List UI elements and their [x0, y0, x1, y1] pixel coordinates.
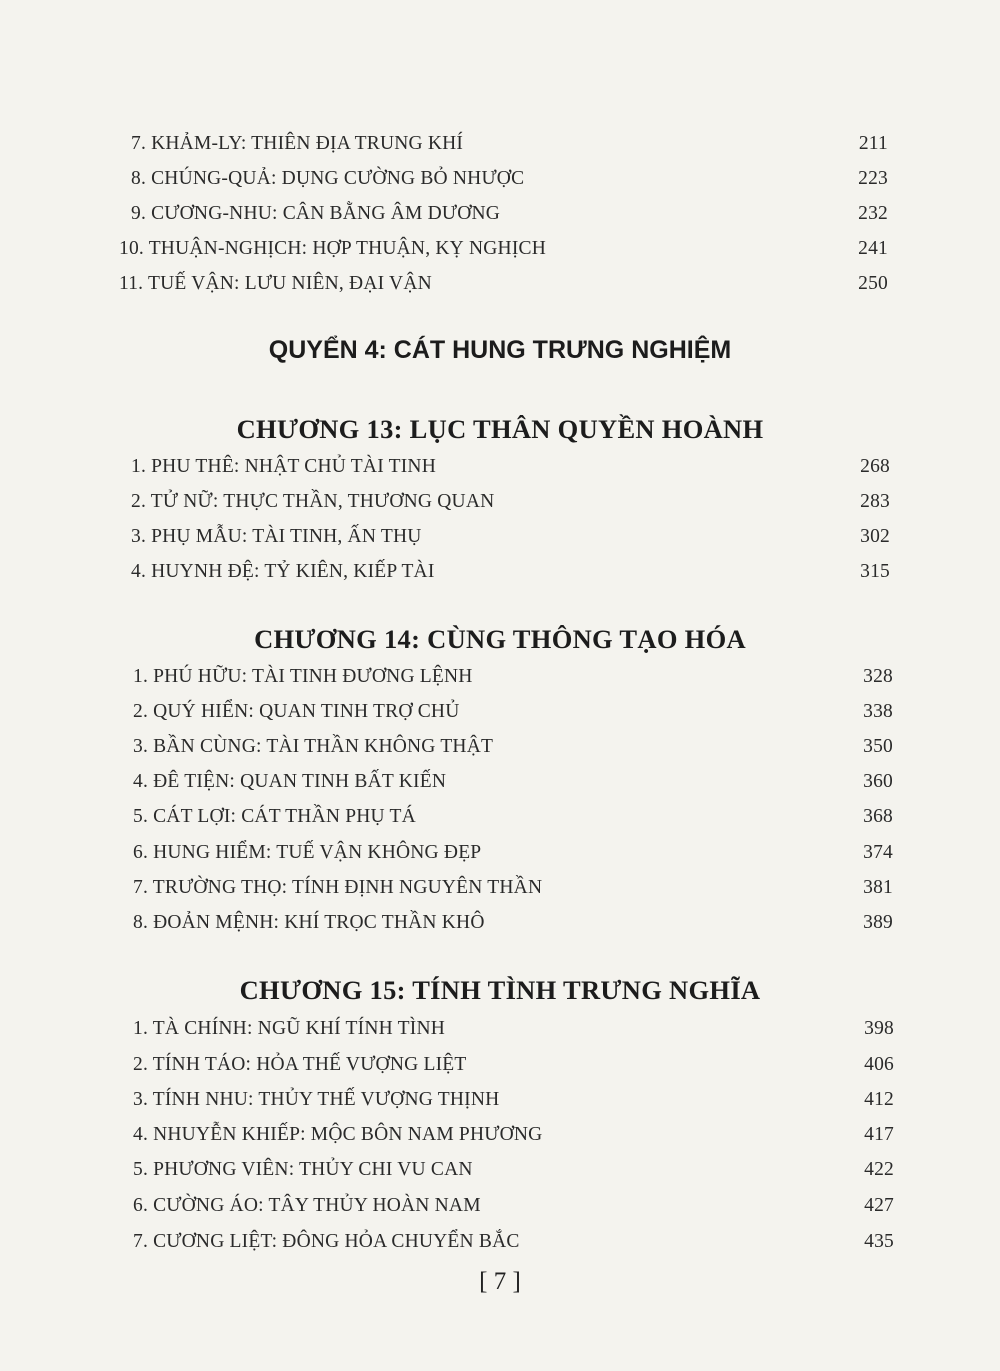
- volume-title: QUYỂN 4: CÁT HUNG TRƯNG NGHIỆM: [268, 336, 732, 364]
- chapter-14-title: CHƯƠNG 14: CÙNG THÔNG TẠO HÓA: [254, 624, 746, 654]
- entry-page: 368: [863, 806, 893, 827]
- toc-entry: [131, 452, 890, 482]
- entry-label: 5. PHƯƠNG VIÊN: THỦY CHI VU CAN: [133, 1159, 473, 1180]
- entry-label: 3. BẦN CÙNG: TÀI THẦN KHÔNG THẬT: [133, 736, 494, 757]
- entry-label: 7. CƯƠNG LIỆT: ĐÔNG HỎA CHUYỂN BẮC: [133, 1231, 520, 1252]
- entry-page: 315: [860, 561, 890, 582]
- entry-label: 9. CƯƠNG-NHU: CÂN BẰNG ÂM DƯƠNG: [131, 203, 501, 224]
- toc-entry: [133, 1120, 894, 1150]
- entry-label: 4. HUYNH ĐỆ: TỶ KIÊN, KIẾP TÀI: [131, 561, 435, 582]
- toc-entry: [133, 767, 893, 797]
- entry-label: 7. TRƯỜNG THỌ: TÍNH ĐỊNH NGUYÊN THẦN: [133, 877, 543, 898]
- toc-entry: [131, 199, 888, 229]
- toc-entry: [133, 732, 893, 762]
- entry-page: 302: [860, 526, 890, 547]
- toc-entry: [131, 487, 890, 517]
- toc-entry: [133, 662, 893, 692]
- toc-entry: [133, 1050, 894, 1080]
- toc-entry: [133, 1227, 894, 1257]
- entry-page: 338: [863, 701, 893, 722]
- entry-label: 7. KHẢM-LY: THIÊN ĐỊA TRUNG KHÍ: [131, 133, 464, 154]
- entry-label: 3. PHỤ MẪU: TÀI TINH, ẤN THỤ: [131, 526, 422, 547]
- entry-page: 328: [863, 666, 893, 687]
- entry-page: 360: [863, 771, 893, 792]
- entry-label: 4. ĐÊ TIỆN: QUAN TINH BẤT KIẾN: [133, 771, 447, 792]
- toc-entry: [131, 557, 890, 587]
- entry-label: 6. CƯỜNG ÁO: TÂY THỦY HOÀN NAM: [133, 1195, 481, 1216]
- entry-label: 1. TÀ CHÍNH: NGŨ KHÍ TÍNH TÌNH: [133, 1018, 446, 1039]
- toc-entry: [133, 802, 893, 832]
- toc-entry: [131, 522, 890, 552]
- entry-page: 412: [864, 1089, 894, 1110]
- entry-page: 417: [864, 1124, 894, 1145]
- entry-page: 250: [858, 273, 888, 294]
- entry-page: 232: [858, 203, 888, 224]
- entry-page: 435: [864, 1231, 894, 1252]
- entry-page: 283: [860, 491, 890, 512]
- entry-label: 1. PHU THÊ: NHẬT CHỦ TÀI TINH: [131, 456, 436, 477]
- chapter-13-title: CHƯƠNG 13: LỤC THÂN QUYỀN HOÀNH: [236, 414, 764, 444]
- entry-page: 268: [860, 456, 890, 477]
- toc-entry: [131, 164, 888, 194]
- page-number: [ 7 ]: [479, 1268, 521, 1295]
- toc-entry: [133, 1191, 894, 1221]
- toc-entry: [131, 129, 888, 159]
- toc-entry: [133, 908, 893, 938]
- chapter-15-title: CHƯƠNG 15: TÍNH TÌNH TRƯNG NGHĨA: [239, 975, 761, 1005]
- entry-page: 406: [864, 1054, 894, 1075]
- entry-label: 3. TÍNH NHU: THỦY THẾ VƯỢNG THỊNH: [133, 1089, 500, 1110]
- toc-entry: [133, 838, 893, 868]
- entry-page: 422: [864, 1159, 894, 1180]
- entry-label: 2. TỬ NỮ: THỰC THẦN, THƯƠNG QUAN: [131, 491, 495, 512]
- entry-label: 4. NHUYỄN KHIẾP: MỘC BÔN NAM PHƯƠNG: [133, 1124, 543, 1145]
- entry-label: 6. HUNG HIỂM: TUẾ VẬN KHÔNG ĐẸP: [133, 842, 482, 863]
- toc-entry: [119, 234, 888, 264]
- entry-label: 1. PHÚ HỮU: TÀI TINH ĐƯƠNG LỆNH: [133, 666, 473, 687]
- toc-entry: [133, 697, 893, 727]
- entry-label: 10. THUẬN-NGHỊCH: HỢP THUẬN, KỴ NGHỊCH: [119, 238, 547, 259]
- entry-page: 398: [864, 1018, 894, 1039]
- entry-label: 2. QUÝ HIỂN: QUAN TINH TRỢ CHỦ: [133, 701, 460, 722]
- entry-label: 5. CÁT LỢI: CÁT THẦN PHỤ TÁ: [133, 806, 416, 827]
- entry-page: 374: [863, 842, 893, 863]
- entry-page: 223: [858, 168, 888, 189]
- toc-entry: [119, 269, 888, 299]
- entry-label: 2. TÍNH TÁO: HỎA THẾ VƯỢNG LIỆT: [133, 1054, 467, 1075]
- entry-page: 389: [863, 912, 893, 933]
- entry-page: 381: [863, 877, 893, 898]
- entry-page: 211: [858, 133, 888, 154]
- entry-page: 241: [858, 238, 888, 259]
- entry-page: 427: [864, 1195, 894, 1216]
- toc-entry: [133, 1014, 894, 1044]
- entry-label: 8. ĐOẢN MỆNH: KHÍ TRỌC THẦN KHÔ: [133, 912, 485, 933]
- entry-page: 350: [863, 736, 893, 757]
- toc-entry: [133, 1085, 894, 1115]
- entry-label: 8. CHÚNG-QUẢ: DỤNG CƯỜNG BỎ NHƯỢC: [131, 168, 525, 189]
- entry-label: 11. TUẾ VẬN: LƯU NIÊN, ĐẠI VẬN: [119, 273, 432, 294]
- toc-entry: [133, 873, 893, 903]
- toc-entry: [133, 1155, 894, 1185]
